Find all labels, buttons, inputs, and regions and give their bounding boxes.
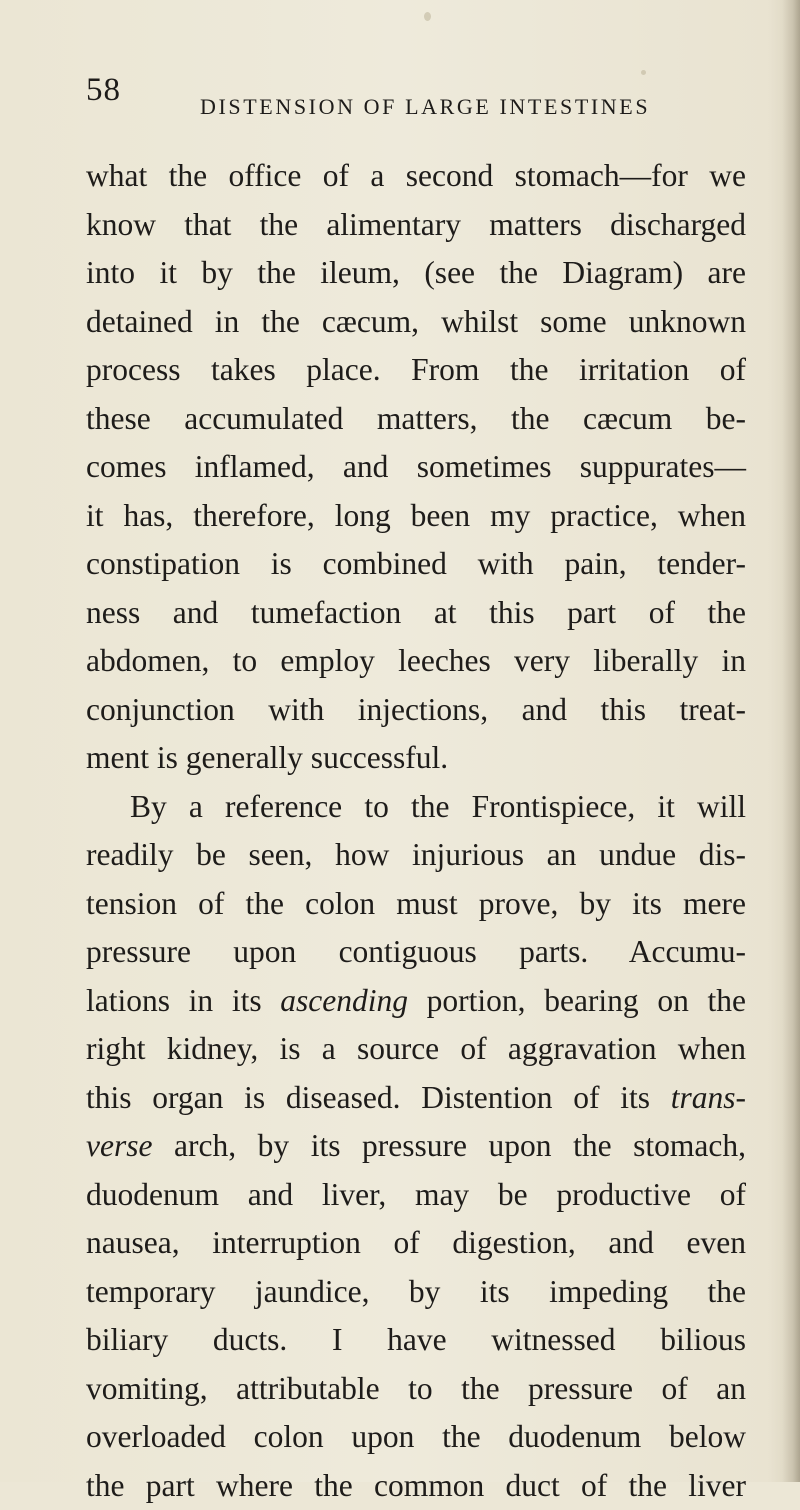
text-line: into it by the ileum, (see the Diagram) are <box>86 249 746 298</box>
text-line: vomiting, attributable to the pressure of an <box>86 1365 746 1414</box>
text-line: what the office of a second stomach—for we <box>86 152 746 201</box>
text-line: readily be seen, how injurious an undue dis- <box>86 831 746 880</box>
text-line: the part where the common duct of the liver <box>86 1462 746 1510</box>
text-line: these accumulated matters, the cæcum be- <box>86 395 746 444</box>
text-line: biliary ducts. I have witnessed bilious <box>86 1316 746 1365</box>
page-header <box>86 72 706 122</box>
text-line: tension of the colon must prove, by its mere <box>86 880 746 929</box>
text-line: know that the alimentary matters discharged <box>86 201 746 250</box>
text-line-mixed <box>86 1122 746 1171</box>
text-line: right kidney, is a source of aggravation when <box>86 1025 746 1074</box>
paper-speck <box>424 12 431 21</box>
text-line: comes inflamed, and sometimes suppurates— <box>86 443 746 492</box>
text-line: temporary jaundice, by its impeding the <box>86 1268 746 1317</box>
body-text <box>86 152 746 1510</box>
text-line: constipation is combined with pain, tender- <box>86 540 746 589</box>
text-line: nausea, interruption of digestion, and even <box>86 1219 746 1268</box>
page-number: 58 <box>86 72 121 109</box>
text-line-mixed <box>86 977 746 1026</box>
page-edge-shadow <box>782 0 800 1482</box>
text-segment: lations in its <box>86 983 280 1018</box>
italic-word: verse <box>86 1128 152 1163</box>
text-line: process takes place. From the irritation of <box>86 346 746 395</box>
text-line: detained in the cæcum, whilst some unknown <box>86 298 746 347</box>
text-line: conjunction with injections, and this treat- <box>86 686 746 735</box>
text-line: pressure upon contiguous parts. Accumu- <box>86 928 746 977</box>
text-line-paragraph-start: By a reference to the Frontispiece, it will <box>86 783 746 832</box>
italic-word: trans- <box>671 1080 746 1115</box>
text-line: ness and tumefaction at this part of the <box>86 589 746 638</box>
text-line: overloaded colon upon the duodenum below <box>86 1413 746 1462</box>
text-line: it has, therefore, long been my practice, when <box>86 492 746 541</box>
text-line-mixed <box>86 1074 746 1123</box>
text-segment: portion, bearing on the <box>408 983 746 1018</box>
paper-speck <box>641 70 646 75</box>
text-line: abdomen, to employ leeches very liberally in <box>86 637 746 686</box>
text-segment: arch, by its pressure upon the stomach, <box>152 1128 746 1163</box>
text-segment: this organ is diseased. Distention of its <box>86 1080 671 1115</box>
italic-word: ascending <box>280 983 408 1018</box>
text-line-paragraph-end: ment is generally successful. <box>86 734 746 783</box>
running-head: DISTENSION OF LARGE INTESTINES <box>200 94 650 120</box>
text-line: duodenum and liver, may be productive of <box>86 1171 746 1220</box>
